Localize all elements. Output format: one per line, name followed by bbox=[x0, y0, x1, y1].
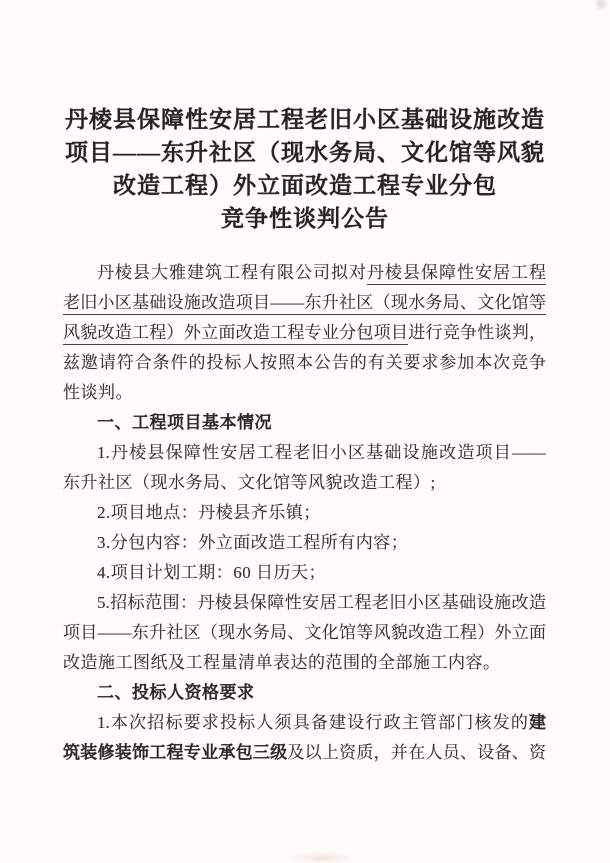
intro-line-5 bbox=[63, 378, 546, 408]
section1-item5-line3: 改造施工图纸及工程量清单表达的范围的全部施工内容。 bbox=[63, 653, 501, 672]
title-line-2: 项目——东升社区（现水务局、文化馆等风貌 bbox=[65, 140, 545, 165]
document-title bbox=[0, 103, 610, 235]
intro-text: 进行竞争性谈判， bbox=[408, 323, 546, 342]
intro-text: 兹邀请符合条件的投标人按照本公告的有关要求参加本次竞争 bbox=[63, 353, 546, 372]
intro-line-3 bbox=[63, 318, 546, 348]
title-line-1: 丹棱县保障性安居工程老旧小区基础设施改造 bbox=[65, 107, 545, 132]
section1-item5-line1: 5.招标范围：丹棱县保障性安居工程老旧小区基础设施改造 bbox=[97, 593, 546, 612]
section1-heading: 一、工程项目基本情况 bbox=[97, 413, 272, 432]
intro-text: 性谈判。 bbox=[63, 383, 133, 402]
section1-item3: 3.分包内容：外立面改造工程所有内容； bbox=[97, 533, 409, 552]
underlined-project-name: 丹棱县保障性安居工程 bbox=[367, 263, 546, 285]
scan-corner-artifact bbox=[596, 0, 606, 9]
scan-smudge-artifact bbox=[290, 853, 356, 863]
underlined-project-name: 风貌改造工程）外立面改造工程专业分包项目 bbox=[63, 323, 408, 345]
title-line-4: 竞争性谈判公告 bbox=[221, 206, 389, 231]
section1-item1-line2: 东升社区（现水务局、文化馆等风貌改造工程）; bbox=[63, 473, 436, 492]
intro-line-1 bbox=[63, 258, 546, 288]
section2-item1-line1: 1.本次招标要求投标人须具备建设行政主管部门核发的建 bbox=[97, 713, 546, 732]
intro-line-4 bbox=[63, 348, 546, 378]
section1-item5-line2: 项目——东升社区（现水务局、文化馆等风貌改造工程）外立面 bbox=[63, 623, 546, 642]
underlined-project-name: 老旧小区基础设施改造项目——东升社区（现水务局、文化馆等 bbox=[63, 293, 546, 315]
section2-heading: 二、投标人资格要求 bbox=[97, 683, 255, 702]
intro-text: 丹棱县大雅建筑工程有限公司拟对 bbox=[97, 263, 367, 282]
document-body bbox=[63, 258, 546, 768]
section2-item1-line2: 筑装修装饰工程专业承包三级及以上资质，并在人员、设备、资 bbox=[63, 743, 546, 762]
section1-item2: 2.项目地点：丹棱县齐乐镇； bbox=[97, 503, 321, 522]
section1-item1-line1: 1.丹棱县保障性安居工程老旧小区基础设施改造项目—— bbox=[97, 443, 546, 462]
title-line-3: 改造工程）外立面改造工程专业分包 bbox=[113, 173, 497, 198]
section1-item4: 4.项目计划工期：60 日历天； bbox=[97, 563, 326, 582]
qualification-bold-text: 建 bbox=[529, 713, 546, 732]
intro-line-2 bbox=[63, 288, 546, 318]
qualification-bold-text: 筑装修装饰工程专业承包三级 bbox=[63, 743, 288, 762]
